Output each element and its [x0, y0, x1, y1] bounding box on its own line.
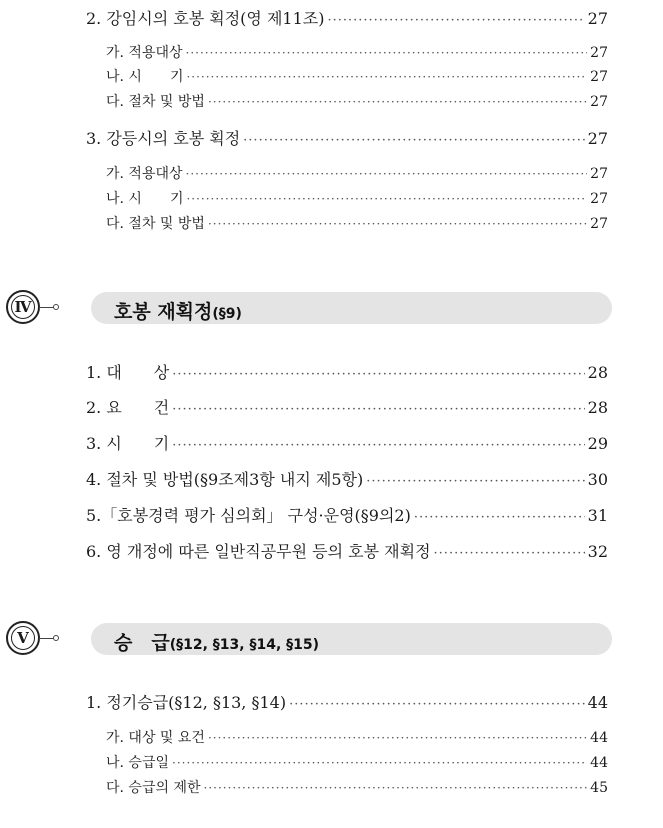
toc-entry[interactable]	[86, 6, 608, 29]
leader-dots	[186, 167, 588, 181]
toc-entry-page: 27	[590, 69, 608, 85]
toc-entry-page: 45	[590, 780, 608, 796]
toc-entry-page: 27	[590, 94, 608, 110]
toc-entry[interactable]	[86, 126, 608, 149]
toc-subentry[interactable]	[106, 91, 608, 111]
toc-entry-page: 27	[590, 45, 608, 61]
section-title	[114, 628, 319, 655]
toc-subentry[interactable]	[106, 188, 608, 208]
toc-entry[interactable]	[86, 467, 608, 490]
leader-dots	[208, 95, 587, 109]
toc-entry-page: 27	[590, 166, 608, 182]
toc-entry[interactable]	[86, 503, 608, 526]
leader-dots	[204, 781, 588, 795]
toc-entry-title: 가. 적용대상	[106, 166, 183, 182]
section-title	[114, 297, 242, 324]
leader-dots	[172, 756, 587, 770]
toc-entry-page: 30	[587, 470, 608, 489]
leader-dots	[172, 438, 584, 453]
section-title-ref: (§12, §13, §14, §15)	[169, 637, 320, 653]
roman-numeral-badge	[6, 621, 40, 655]
toc-entry-page: 29	[587, 434, 608, 453]
toc-entry-title: 2. 강임시의 호봉 획정(영 제11조)	[86, 9, 325, 28]
roman-numeral: Ⅴ	[11, 626, 35, 650]
toc-entry-title: 다. 절차 및 방법	[106, 216, 205, 232]
section-title-ref: (§9)	[212, 306, 242, 322]
leader-dots	[327, 13, 584, 28]
toc-entry-title: 5.「호봉경력 평가 심의회」 구성·운영(§9의2)	[86, 506, 411, 525]
toc-entry-page: 27	[590, 191, 608, 207]
leader-dots	[366, 474, 584, 489]
section-header-5	[6, 620, 612, 658]
toc-entry-page: 27	[587, 129, 608, 148]
toc-entry-title: 나. 시 기	[106, 69, 184, 85]
leader-dots	[186, 46, 588, 60]
toc-entry-title: 4. 절차 및 방법(§9조제3항 내지 제5항)	[86, 470, 364, 489]
leader-dots	[243, 133, 584, 148]
toc-entry-title: 1. 대 상	[86, 363, 170, 382]
toc-entry-title: 다. 절차 및 방법	[106, 94, 205, 110]
toc-entry-title: 가. 적용대상	[106, 45, 183, 61]
toc-entry-title: 가. 대상 및 요건	[106, 730, 205, 746]
toc-entry[interactable]	[86, 539, 608, 562]
toc-entry-title: 3. 시 기	[86, 434, 170, 453]
roman-numeral: Ⅳ	[11, 295, 35, 319]
leader-dots	[208, 217, 587, 231]
toc-subentry[interactable]	[106, 777, 608, 797]
leader-dots	[172, 367, 584, 382]
roman-numeral-badge	[6, 290, 40, 324]
toc-subentry[interactable]	[106, 752, 608, 772]
toc-entry-title: 다. 승급의 제한	[106, 780, 201, 796]
toc-entry-page: 32	[587, 542, 608, 561]
leader-dots	[172, 402, 584, 417]
toc-entry-title: 2. 요 건	[86, 398, 170, 417]
leader-dots	[434, 546, 585, 561]
connector-line	[39, 307, 54, 308]
toc-entry-page: 44	[590, 755, 608, 771]
connector-dot-icon	[53, 635, 59, 641]
leader-dots	[186, 70, 587, 84]
toc-entry-title: 1. 정기승급(§12, §13, §14)	[86, 693, 287, 712]
leader-dots	[186, 192, 587, 206]
toc-entry-page: 27	[590, 216, 608, 232]
toc-subentry[interactable]	[106, 42, 608, 62]
toc-entry-page: 31	[587, 506, 608, 525]
toc-entry[interactable]	[86, 690, 608, 713]
toc-subentry[interactable]	[106, 727, 608, 747]
section-title-text: 호봉 재획정	[114, 301, 213, 323]
toc-entry-page: 44	[590, 730, 608, 746]
toc-entry[interactable]	[86, 431, 608, 454]
toc-entry-page: 27	[587, 9, 608, 28]
toc-entry[interactable]	[86, 395, 608, 418]
leader-dots	[208, 731, 587, 745]
toc-subentry[interactable]	[106, 163, 608, 183]
leader-dots	[289, 697, 585, 712]
toc-entry-page: 44	[587, 693, 608, 712]
toc-subentry[interactable]	[106, 213, 608, 233]
toc-entry-title: 나. 승급일	[106, 755, 169, 771]
connector-line	[39, 638, 54, 639]
toc-entry[interactable]	[86, 360, 608, 383]
toc-subentry[interactable]	[106, 66, 608, 86]
leader-dots	[414, 510, 585, 525]
toc-entry-page: 28	[587, 398, 608, 417]
section-header-4	[6, 289, 612, 327]
section-title-text: 승 급	[114, 632, 170, 654]
connector-dot-icon	[53, 304, 59, 310]
toc-entry-page: 28	[587, 363, 608, 382]
toc-entry-title: 6. 영 개정에 따른 일반직공무원 등의 호봉 재획정	[86, 542, 431, 561]
toc-entry-title: 나. 시 기	[106, 191, 184, 207]
toc-entry-title: 3. 강등시의 호봉 획정	[86, 129, 241, 148]
